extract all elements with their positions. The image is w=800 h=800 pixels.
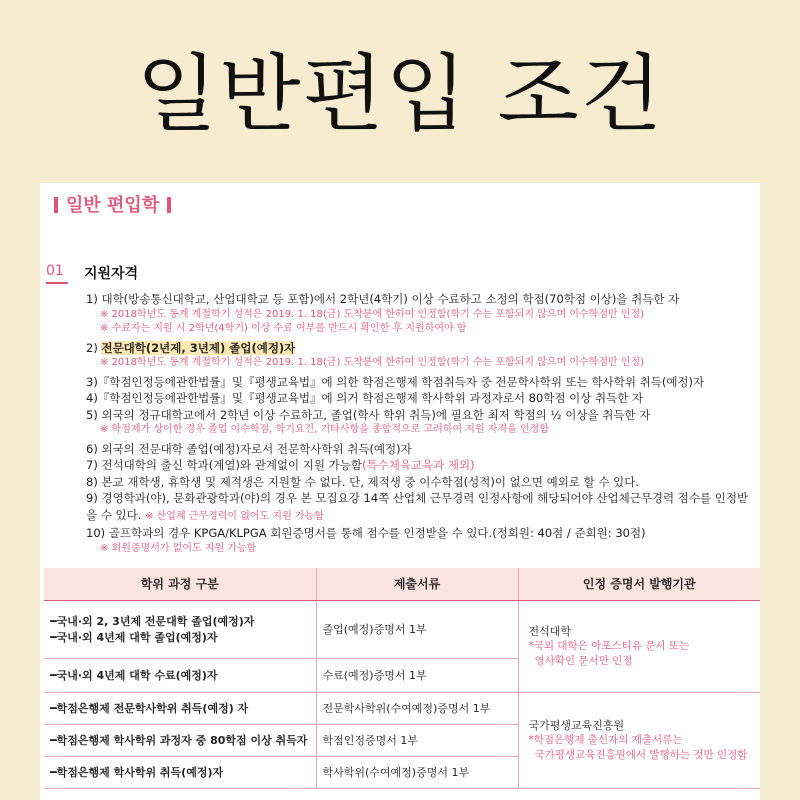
- document-cell: 전문학사학위(수여예정)증명서 1부: [316, 692, 518, 724]
- category-cell: ━국내·외 4년제 대학 수료(예정)자: [44, 658, 316, 692]
- list-item: [86, 340, 754, 357]
- document-cell: 학점인정증명서 1부: [316, 724, 518, 756]
- issuer-note: *학점은행제 출신자의 제출서류는: [528, 734, 683, 746]
- category-cell: ━학점은행제 학사학위 취득(예정)자: [44, 756, 316, 788]
- list-item: 3)『학점인정등에관한법률』및『평생교육법』에 의한 학점은행제 학점취득자 중 전문학사학위 또는 학사학위 취득(예정)자: [86, 374, 705, 389]
- issuer-note: *국외 대학은 아포스티유 문서 또는: [528, 640, 690, 652]
- category-line: ━국내·외 4년제 대학 졸업(예정)자: [50, 631, 218, 644]
- highlighted-text: 전문대학(2년제, 3년제) 졸업(예정)자: [101, 340, 296, 355]
- document-cell: 수료(예정)증명서 1부: [316, 658, 518, 692]
- section-bar-right: [167, 197, 171, 213]
- item-text: 9) 경영학과(야), 문화관광학과(야)의 경우 본 모집요강 14쪽 산업체 근무경력 인정사항에 해당되어야 산업체근무경력 점수를 인정받을 수 있다.: [86, 491, 749, 522]
- category-cell: ━학점은행제 학사학위 과정자 중 80학점 이상 취득자: [44, 724, 316, 756]
- item-pink-note: (특수체육교육과 제외): [362, 458, 475, 472]
- category-cell: [44, 600, 316, 658]
- list-note: ※ 2018학년도 동계 계절학기 성적은 2019. 1. 18(금) 도착분에 한하여 인정함(학기 수는 포함되지 않으며 이수학점만 인정): [100, 357, 645, 368]
- list-item: 10) 골프학과의 경우 KPGA/KLPGA 회원증명서를 통해 점수를 인정받을 수 있다.(정회원: 40점 / 준회원: 30점): [86, 526, 646, 540]
- list-note: ※ 학점제가 상이한 경우 졸업 이수학점, 학기요건, 기타사항을 종합적으로 고려하여 지원 자격을 인정함: [100, 424, 549, 435]
- item-text: 7) 전석대학의 출신 학과(계열)와 관계없이 지원 가능함: [86, 458, 362, 472]
- header-document: 제출서류: [316, 568, 518, 600]
- category-cell: ━학점은행제 전문학사학위 취득(예정) 자: [44, 692, 316, 724]
- list-item: 8) 본교 재학생, 휴학생 및 제적생은 지원할 수 없다. 단, 제적생 중 이수학점(성적)이 없으면 예외로 할 수 있다.: [86, 474, 640, 489]
- header-category: 학위 과정 구분: [44, 568, 316, 600]
- category-line: ━국내·외 2, 3년제 전문대학 졸업(예정)자: [50, 615, 255, 628]
- issuer-note: 국가평생교육진흥원에서 발행하는 것만 인정함: [534, 749, 748, 761]
- list-note: ※ 수료자는 지원 시 2학년(4학기) 이상 수료 여부를 반드시 확인한 후 지원하여야 함: [100, 323, 467, 334]
- subsection-underline: [46, 282, 68, 284]
- admission-card: [40, 183, 760, 800]
- header-issuer: 인정 증명서 발행기관: [518, 568, 760, 600]
- issuer-name: 전석대학: [528, 625, 572, 638]
- item-pink-note: ※ 산업체 근무경력이 없어도 지원 가능함: [145, 510, 324, 522]
- table-row: [44, 600, 760, 658]
- list-item: [86, 490, 754, 525]
- document-cell: 학사학위(수여예정)증명서 1부: [316, 756, 518, 788]
- list-item: 1) 대학(방송통신대학교, 산업대학교 등 포함)에서 2학년(4학기) 이상 수료하고 소정의 학점(70학점 이상)을 취득한 자: [86, 292, 680, 306]
- list-note: ※ 2018학년도 동계 계절학기 성적은 2019. 1. 18(금) 도착분에 한하여 인정함(학기 수는 포함되지 않으며 이수학점만 인정): [100, 308, 645, 320]
- subsection-number: 01: [46, 263, 64, 279]
- issuer-cell: [518, 600, 760, 692]
- documents-table: [44, 568, 760, 789]
- list-item: 5) 외국의 정규대학교에서 2학년 이상 수료하고, 졸업(학사 학위 취득)에 필요한 최저 학점의 ½ 이상을 취득한 자: [86, 407, 651, 422]
- list-note: ※ 회원증명서가 없어도 지원 가능함: [100, 542, 257, 554]
- page-title: 일반편입 조건: [136, 45, 664, 143]
- list-item: [86, 457, 754, 474]
- document-cell: 졸업(예정)증명서 1부: [316, 600, 518, 658]
- issuer-note: 영사확인 문서만 인정: [534, 655, 633, 667]
- section-heading: [46, 191, 179, 217]
- list-item: 4)『학점인정등에관한법률』및『평생교육법』에 의거 학점은행제 학사학위 과정자로서 80학점 이상 취득한 자: [86, 391, 644, 405]
- issuer-cell: [518, 692, 760, 788]
- section-bar-left: [54, 197, 58, 213]
- subsection-title: 지원자격: [84, 266, 139, 282]
- table-header-row: [44, 568, 760, 600]
- item-prefix: 2): [86, 340, 102, 355]
- list-item: 6) 외국의 전문대학 졸업(예정)자로서 전문학사학위 취득(예정)자: [86, 441, 412, 456]
- section-label: 일반 편입학: [66, 195, 160, 216]
- issuer-name: 국가평생교육진흥원: [528, 719, 625, 732]
- eligibility-list: [86, 291, 754, 556]
- table-row: [44, 692, 760, 724]
